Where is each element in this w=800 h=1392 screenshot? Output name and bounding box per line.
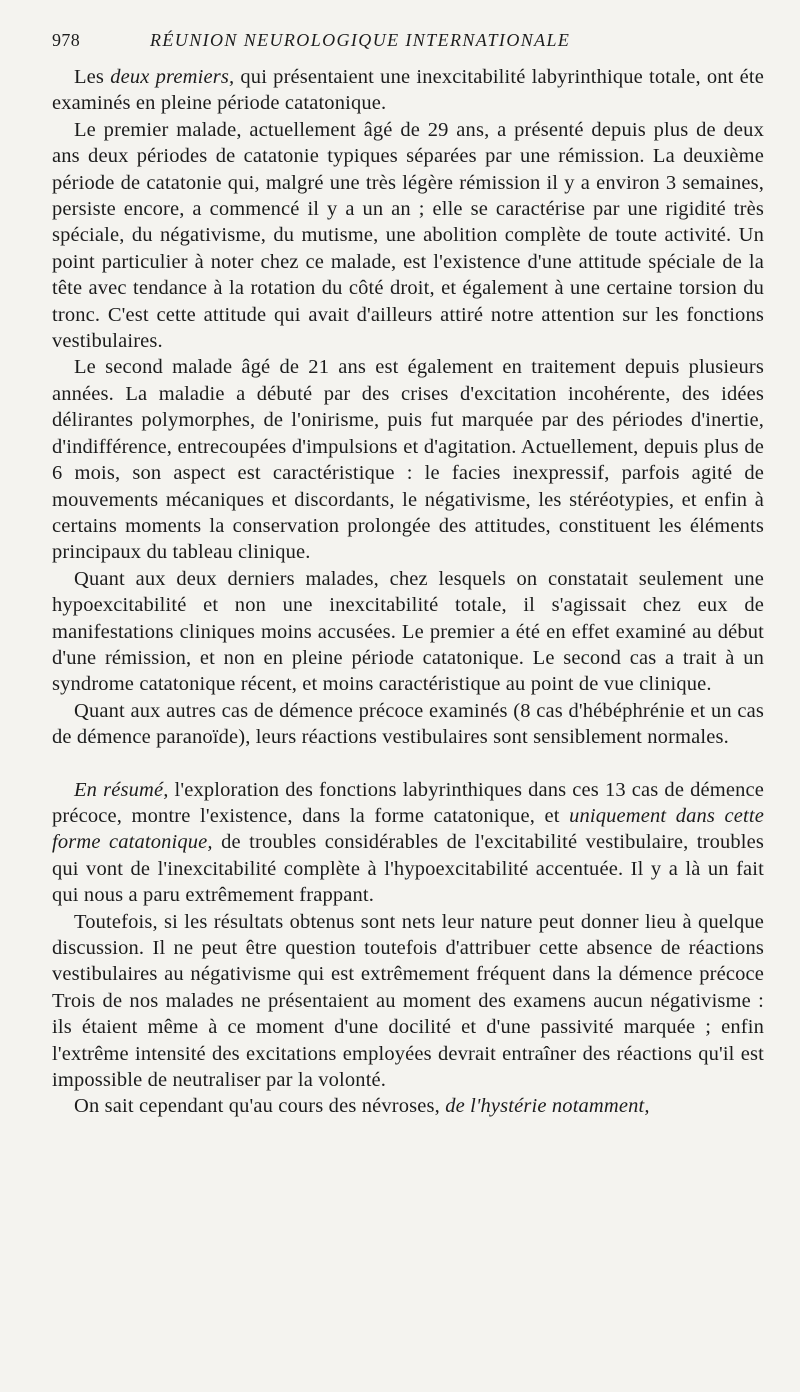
paragraph-8 <box>52 1093 764 1119</box>
paragraph-1-lead: Les <box>74 66 111 88</box>
paragraph-8-emphasis: de l'hystérie notamment, <box>445 1095 650 1118</box>
paragraph-4: Quant aux deux derniers malades, chez lesquels on constatait seulement une hypoexcitabilité et non une inexcitabilité totale, il s'agissait chez eux de manifestations cliniques moins accusées. Le premier a été en effet examiné au début d'une rémission, et non en pleine période catatonique. Le second cas a trait à un syndrome catatonique récent, et moins caractéristique au point de vue clinique. <box>52 567 764 696</box>
summary-emphasis-2: uniquement dans cette forme catatonique, <box>52 804 764 854</box>
paragraph-3: Le second malade âgé de 21 ans est également en traitement depuis plusieurs années. La maladie a débuté par des crises d'excitation incohérente, des idées délirantes polymorphes, de l'onirisme, puis fut marquée par des périodes d'inertie, d'indifférence, entrecoupées d'impulsions et d'agitation. Actuellement, depuis plus de 6 mois, son aspect est caractéristique : le facies inexpressif, parfois agité de mouvements mécaniques et discordants, le négativisme, les stéréotypies, et enfin à certains moments la conservation prolongée des attitudes, constituent les éléments principaux du tableau clinique. <box>52 356 764 564</box>
paragraph-5: Quant aux autres cas de démence précoce examinés (8 cas d'hébéphrénie et un cas de démence paranoïde), leurs réactions vestibulaires sont sensiblement normales. <box>52 699 764 749</box>
paragraph-2: Le premier malade, actuellement âgé de 29 ans, a présenté depuis plus de deux ans deux périodes de catatonie typiques séparées par une rémission. La deuxième période de catatonie qui, malgré une très légère rémission il y a environ 3 semaines, persiste encore, a commencé il y a un an ; elle se caractérise par une rigidité très spéciale, du négativisme, du mutisme, une abolition complète de toute activité. Un point particulier à noter chez ce malade, est l'existence d'une attitude spéciale de la tête avec tendance à la rotation du côté droit, et également à une certaine torsion du tronc. C'est cette attitude qui avait d'ailleurs attiré notre attention sur les fonctions vestibulaires. <box>52 118 764 353</box>
summary-text-2: de troubles considérables de l'excitabilité vestibulaire, troubles qui vont de l'inexcitabilité complète à l'hypoexcitabilité accentuée. Il y a là un fait qui nous a paru extrêmement frappant. <box>52 831 765 907</box>
paragraph-8-text: On sait cependant qu'au cours des névroses, <box>74 1095 446 1118</box>
paragraph-1-text: qui présentaient une inexcitabilité labyrinthique totale, ont éte examinés en pleine période catatonique. <box>52 66 764 115</box>
paragraph-1-emphasis: deux premiers, <box>110 66 235 88</box>
page <box>52 30 764 1120</box>
section-gap <box>52 751 764 777</box>
summary-paragraph <box>52 777 764 909</box>
running-title: RÉUNION NEUROLOGIQUE INTERNATIONALE <box>150 30 571 50</box>
paragraph-1 <box>52 64 764 117</box>
running-header <box>52 30 764 64</box>
paragraph-7: Toutefois, si les résultats obtenus sont nets leur nature peut donner lieu à quelque discussion. Il ne peut être question toutefois d'attribuer cette absence de réactions vestibulaires au négativisme qui est extrêmement fréquent dans la démence précoce Trois de nos malades ne présentaient au moment des examens aucun négativisme : ils étaient même à ce moment d'une docilité et d'une passivité marquée ; enfin l'extrême intensité des excitations employées devrait entraîner des réactions qu'il est impossible de neutraliser par la volonté. <box>52 910 764 1092</box>
summary-emphasis: En résumé, <box>74 778 169 801</box>
summary-text: l'exploration des fonctions labyrinthiques dans ces 13 cas de démence précoce, montre l'existence, dans la forme catatonique, et <box>52 778 764 827</box>
page-number: 978 <box>52 30 81 50</box>
